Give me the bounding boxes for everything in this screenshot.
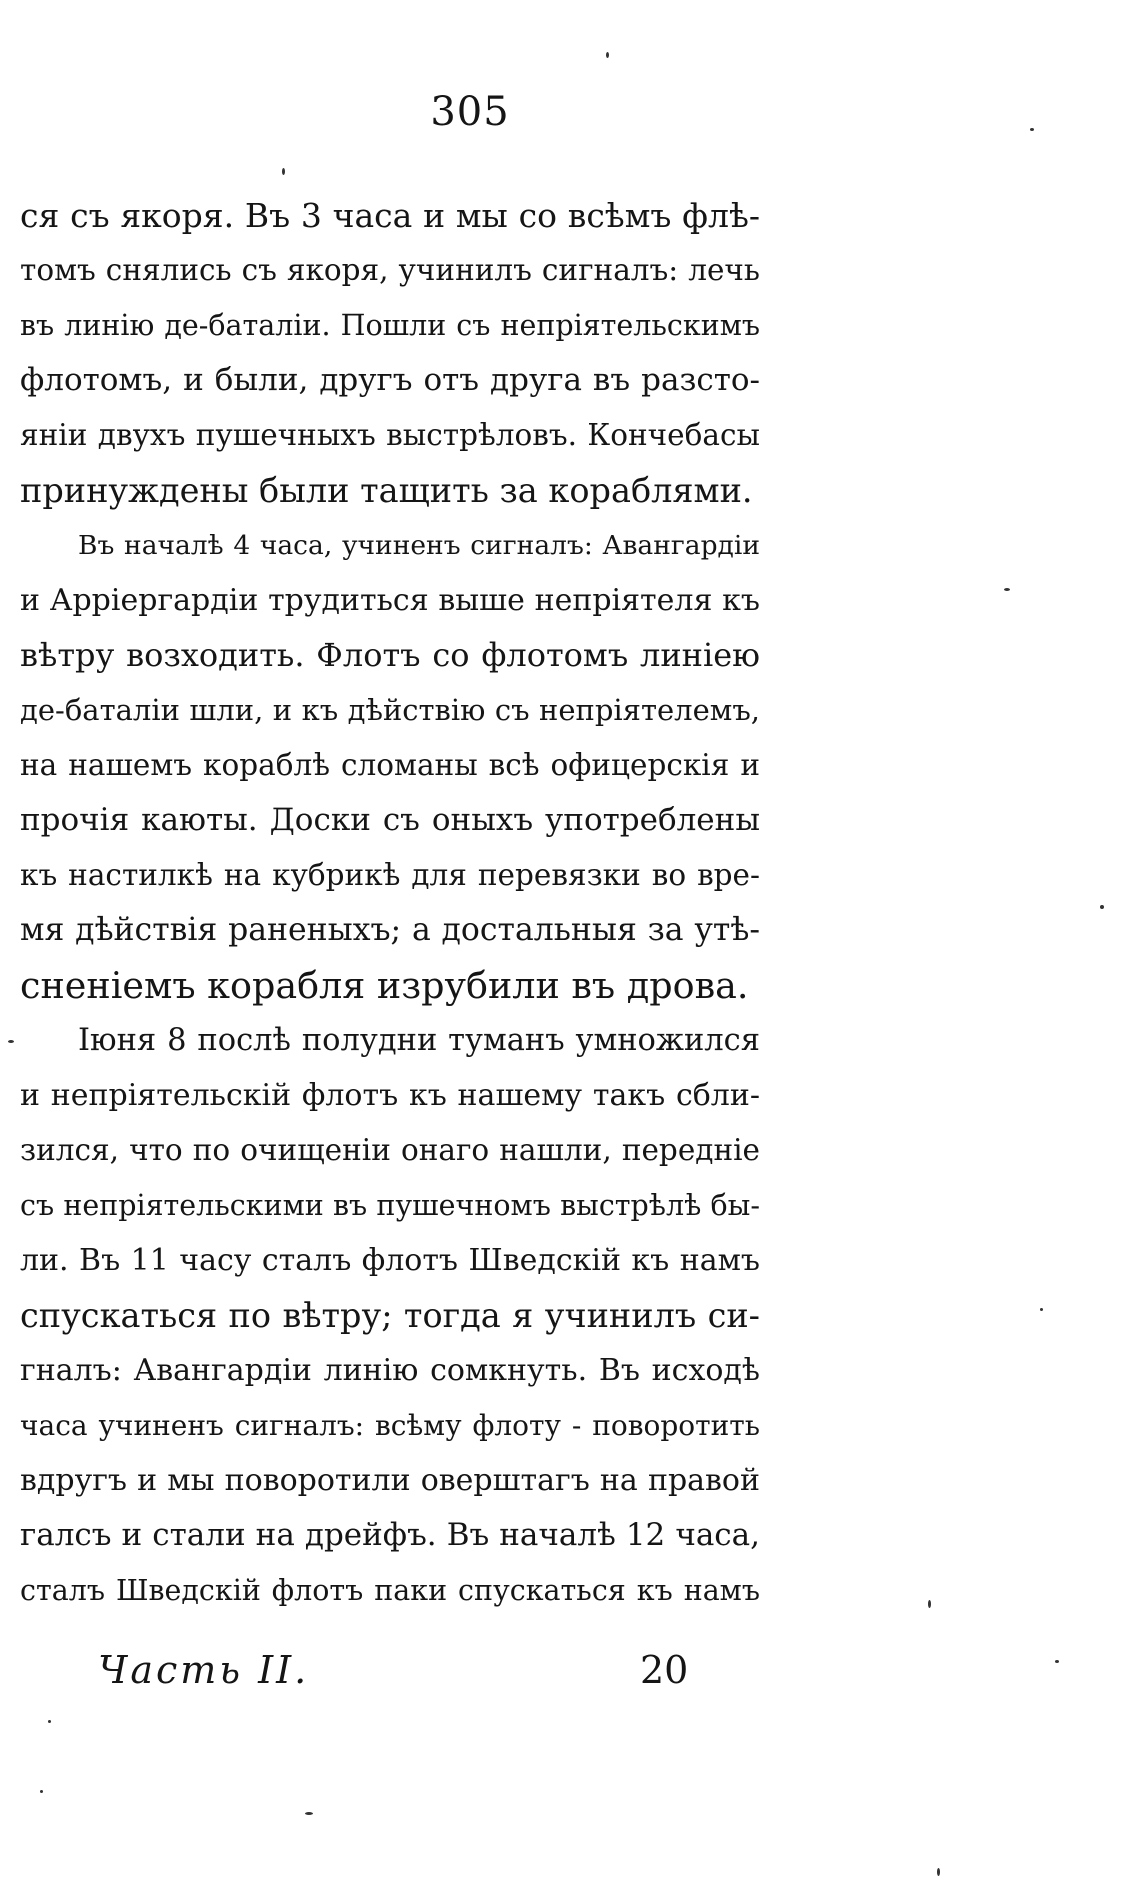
scan-speck (305, 1812, 313, 1815)
text-line: галсъ и стали на дрейфъ. Въ началѣ 12 часа, (20, 1517, 760, 1553)
text-line: гналъ: Авангардіи линію сомкнуть. Въ исходѣ (20, 1353, 760, 1388)
page-footer (0, 1640, 940, 1700)
body-text (20, 188, 760, 1618)
text-line: Въ началѣ 4 часа, учиненъ сигналъ: Авангардіи (78, 530, 760, 561)
text-line: съ непріятельскими въ пушечномъ выстрѣлѣ бы- (20, 1189, 760, 1222)
scan-speck (928, 1600, 931, 1608)
text-line: сненіемъ корабля изрубили въ дрова. (20, 964, 749, 1007)
text-line: яніи двухъ пушечныхъ выстрѣловъ. Кончебасы (20, 418, 760, 452)
text-line: въ линію де-баталіи. Пошли съ непріятельскимъ (20, 309, 760, 342)
text-line: вѣтру возходить. Флотъ со флотомъ линіею (20, 636, 760, 674)
scan-speck (1040, 1308, 1043, 1311)
text-line: часа учиненъ сигналъ: всѣму флоту - поворотить (20, 1409, 760, 1442)
text-line: ся съ якоря. Въ 3 часа и мы со всѣмъ флѣ- (20, 196, 760, 235)
text-line: ли. Въ 11 часу сталъ флотъ Шведскій къ намъ (20, 1243, 760, 1278)
text-line: на нашемъ кораблѣ сломаны всѣ офицерскія и (20, 748, 760, 782)
text-line: зился, что по очищеніи онаго нашли, передніе (20, 1133, 760, 1167)
scan-speck (1030, 128, 1034, 131)
scan-speck (1055, 1660, 1059, 1663)
text-line: прочія каюты. Доски съ оныхъ употреблены (20, 802, 760, 838)
page-number: 305 (430, 89, 510, 135)
sheet-number: 20 (640, 1648, 689, 1692)
text-line: Іюня 8 послѣ полудни туманъ умножился (78, 1023, 760, 1058)
scan-speck (606, 52, 609, 58)
text-line: де-баталіи шли, и къ дѣйствію съ непріятелемъ, (20, 693, 760, 727)
text-line: мя дѣйствія раненыхъ; а достальныя за утѣ- (20, 912, 760, 948)
scan-speck (282, 168, 285, 175)
signature-mark: Часть II. (98, 1648, 310, 1692)
scan-speck (8, 1040, 14, 1043)
scan-speck (1100, 905, 1104, 909)
text-line: къ настилкѣ на кубрикѣ для перевязки во вре- (20, 858, 760, 892)
text-line: спускаться по вѣтру; тогда я учинилъ си- (20, 1296, 760, 1335)
text-line: томъ снялись съ якоря, учинилъ сигналъ: лечь (20, 253, 760, 287)
text-line: принуждены были тащить за кораблями. (20, 471, 753, 510)
scan-speck (1004, 588, 1010, 591)
scan-speck (937, 1868, 940, 1876)
scan-speck (48, 1720, 51, 1723)
text-line: флотомъ, и были, другъ отъ друга въ разсто- (20, 362, 760, 398)
text-line: сталъ Шведскій флотъ паки спускаться къ намъ (20, 1574, 760, 1607)
text-line: вдругъ и мы поворотили оверштагъ на правой (20, 1463, 760, 1498)
scan-speck (40, 1790, 43, 1793)
text-line: и непріятельскій флотъ къ нашему такъ сбли- (20, 1078, 760, 1113)
text-line: и Арріергардіи трудиться выше непріятеля къ (20, 583, 760, 618)
